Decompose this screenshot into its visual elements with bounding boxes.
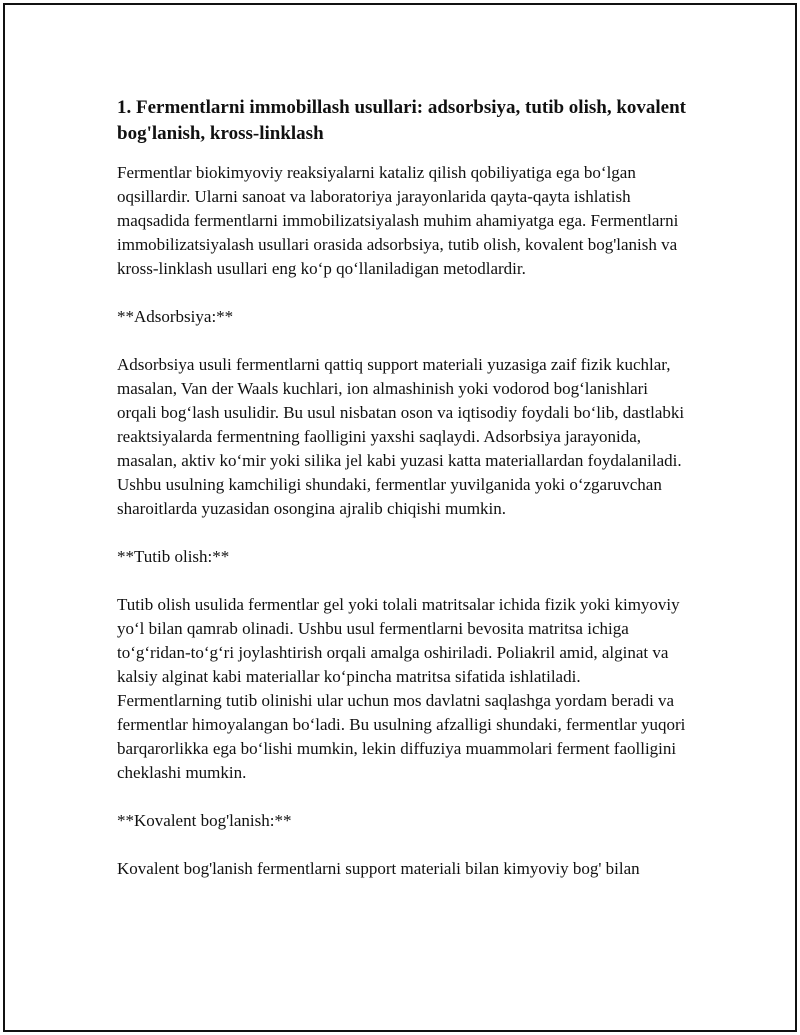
document-title: 1. Fermentlarni immobillash usullari: adsorbsiya, tutib olish, kovalent bog'lanish, kross-linklash: [117, 97, 686, 144]
section-body-tutib-olish: Tutib olish usulida fermentlar gel yoki tolali matritsalar ichida fizik yoki kimyoviy yo‘l bilan qamrab olinadi. Ushbu usul fermentlarni bevosita matritsa ichiga to‘g‘ridan-to‘g‘ri joylashtirish orqali amalga oshiriladi. Poliakril amid, alginat va kalsiy alginat kabi materiallar ko‘pincha matritsa sifatida ishlatiladi. Fermentlarning tutib olinishi ular uchun mos davlatni saqlashga yordam beradi va fermentlar himoyalangan bo‘ladi. Bu usulning afzalligi shundaki, fermentlar yuqori barqarorlikka ega bo‘lishi mumkin, lekin diffuziya muammolari ferment faolligini cheklashi mumkin.: [117, 595, 686, 782]
section-heading-adsorbsiya: **Adsorbsiya:**: [117, 307, 234, 326]
section-heading-kovalent: **Kovalent bog'lanish:**: [117, 811, 292, 830]
document-content: [117, 95, 689, 881]
section-body-kovalent: Kovalent bog'lanish fermentlarni support materiali bilan kimyoviy bog' bilan: [117, 859, 640, 878]
section-heading-tutib-olish: **Tutib olish:**: [117, 547, 230, 566]
intro-paragraph: Fermentlar biokimyoviy reaksiyalarni kataliz qilish qobiliyatiga ega bo‘lgan oqsillardir. Ularni sanoat va laboratoriya jarayonlarida qayta-qayta ishlatish maqsadida fermentlarni immobilizatsiyalash muhim ahamiyatga ega. Fermentlarni immobilizatsiyalash usullari orasida adsorbsiya, tutib olish, kovalent bog'lanish va kross-linklash usullari eng ko‘p qo‘llaniladigan metodlardir.: [117, 163, 679, 278]
section-body-adsorbsiya: Adsorbsiya usuli fermentlarni qattiq support materiali yuzasiga zaif fizik kuchlar, masalan, Van der Waals kuchlari, ion almashinish yoki vodorod bog‘lanishlari orqali bog‘lash usulidir. Bu usul nisbatan oson va iqtisodiy foydali bo‘lib, dastlabki reaktsiyalarda fermentning faolligini yaxshi saqlaydi. Adsorbsiya jarayonida, masalan, aktiv ko‘mir yoki silika jel kabi yuzasi katta materiallardan foydalaniladi. Ushbu usulning kamchiligi shundaki, fermentlar yuvilganida yoki o‘zgaruvchan sharoitlarda yuzasidan osongina ajralib chiqishi mumkin.: [117, 355, 685, 518]
